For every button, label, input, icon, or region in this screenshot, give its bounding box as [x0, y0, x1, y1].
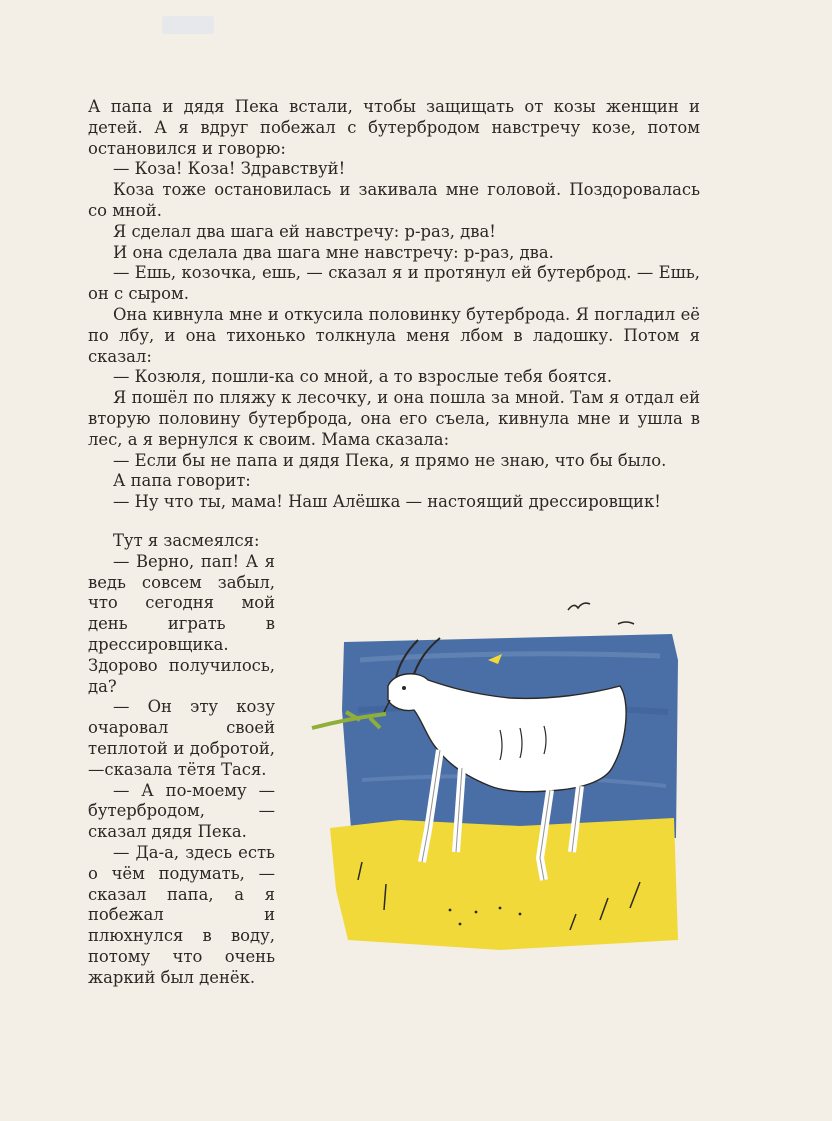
paragraph: — Верно, пап! А я ведь совсем забыл, что сегодня мой день играть в дрессировщика. Здорово получилось, да? [88, 551, 275, 696]
paragraph: — Ешь, козочка, ешь, — сказал я и протянул ей бутерброд. — Ешь, он с сыром. [88, 263, 700, 304]
paragraph: А папа и дядя Пека встали, чтобы защищать от козы женщин и детей. А я вдруг побежал с бутербродом навстречу козе, потом остановился и говорю: [88, 97, 700, 158]
paragraph: Коза тоже остановилась и закивала мне головой. Поздоровалась со мной. [88, 180, 700, 220]
paragraph: — Ну что ты, мама! Наш Алёшка — настоящий дрессировщик! [113, 492, 661, 512]
paragraph: Она кивнула мне и откусила половинку бутерброда. Я погладил её по лбу, и она тихонько толкнула меня лбом в ладошку. Потом я сказал: [88, 304, 700, 366]
paragraph: А папа говорит: [113, 471, 251, 491]
bird-icon [568, 603, 590, 610]
paragraph: — А по-моему — бутербродом, — сказал дядя Пека. [88, 780, 275, 842]
paragraph: — Козюля, пошли-ка со мной, а то взрослые тебя боятся. [113, 367, 613, 387]
paragraph: — Он эту козу очаровал своей теплотой и добротой,—сказала тётя Тася. [88, 697, 275, 779]
paragraph: — Если бы не папа и дядя Пека, я прямо не знаю, что бы было. [113, 450, 667, 470]
sand-area [330, 818, 678, 950]
paragraph: И она сделала два шага мне навстречу: р-раз, два. [113, 242, 554, 262]
paragraph: — Да-а, здесь есть о чём подумать, — сказал папа, а я побежал и плюхнулся в воду, потому что очень жаркий был денёк. [88, 842, 275, 987]
main-text [88, 97, 700, 513]
bird-icon [618, 622, 634, 624]
paragraph: Я пошёл по пляжу к лесочку, и она пошла за мной. Там я отдал ей вторую половину бутерброда, она его съела, кивнула мне и ушла в лес, а я вернулся к своим. Мама сказала: [88, 388, 700, 449]
paragraph: Я сделал два шага ей навстречу: р-раз, два! [113, 221, 496, 241]
goat-illustration [300, 590, 690, 955]
library-tag [162, 16, 214, 34]
narrow-text [88, 531, 275, 989]
paragraph: Тут я засмеялся: [113, 531, 260, 550]
paragraph: — Коза! Коза! Здравствуй! [113, 159, 346, 179]
